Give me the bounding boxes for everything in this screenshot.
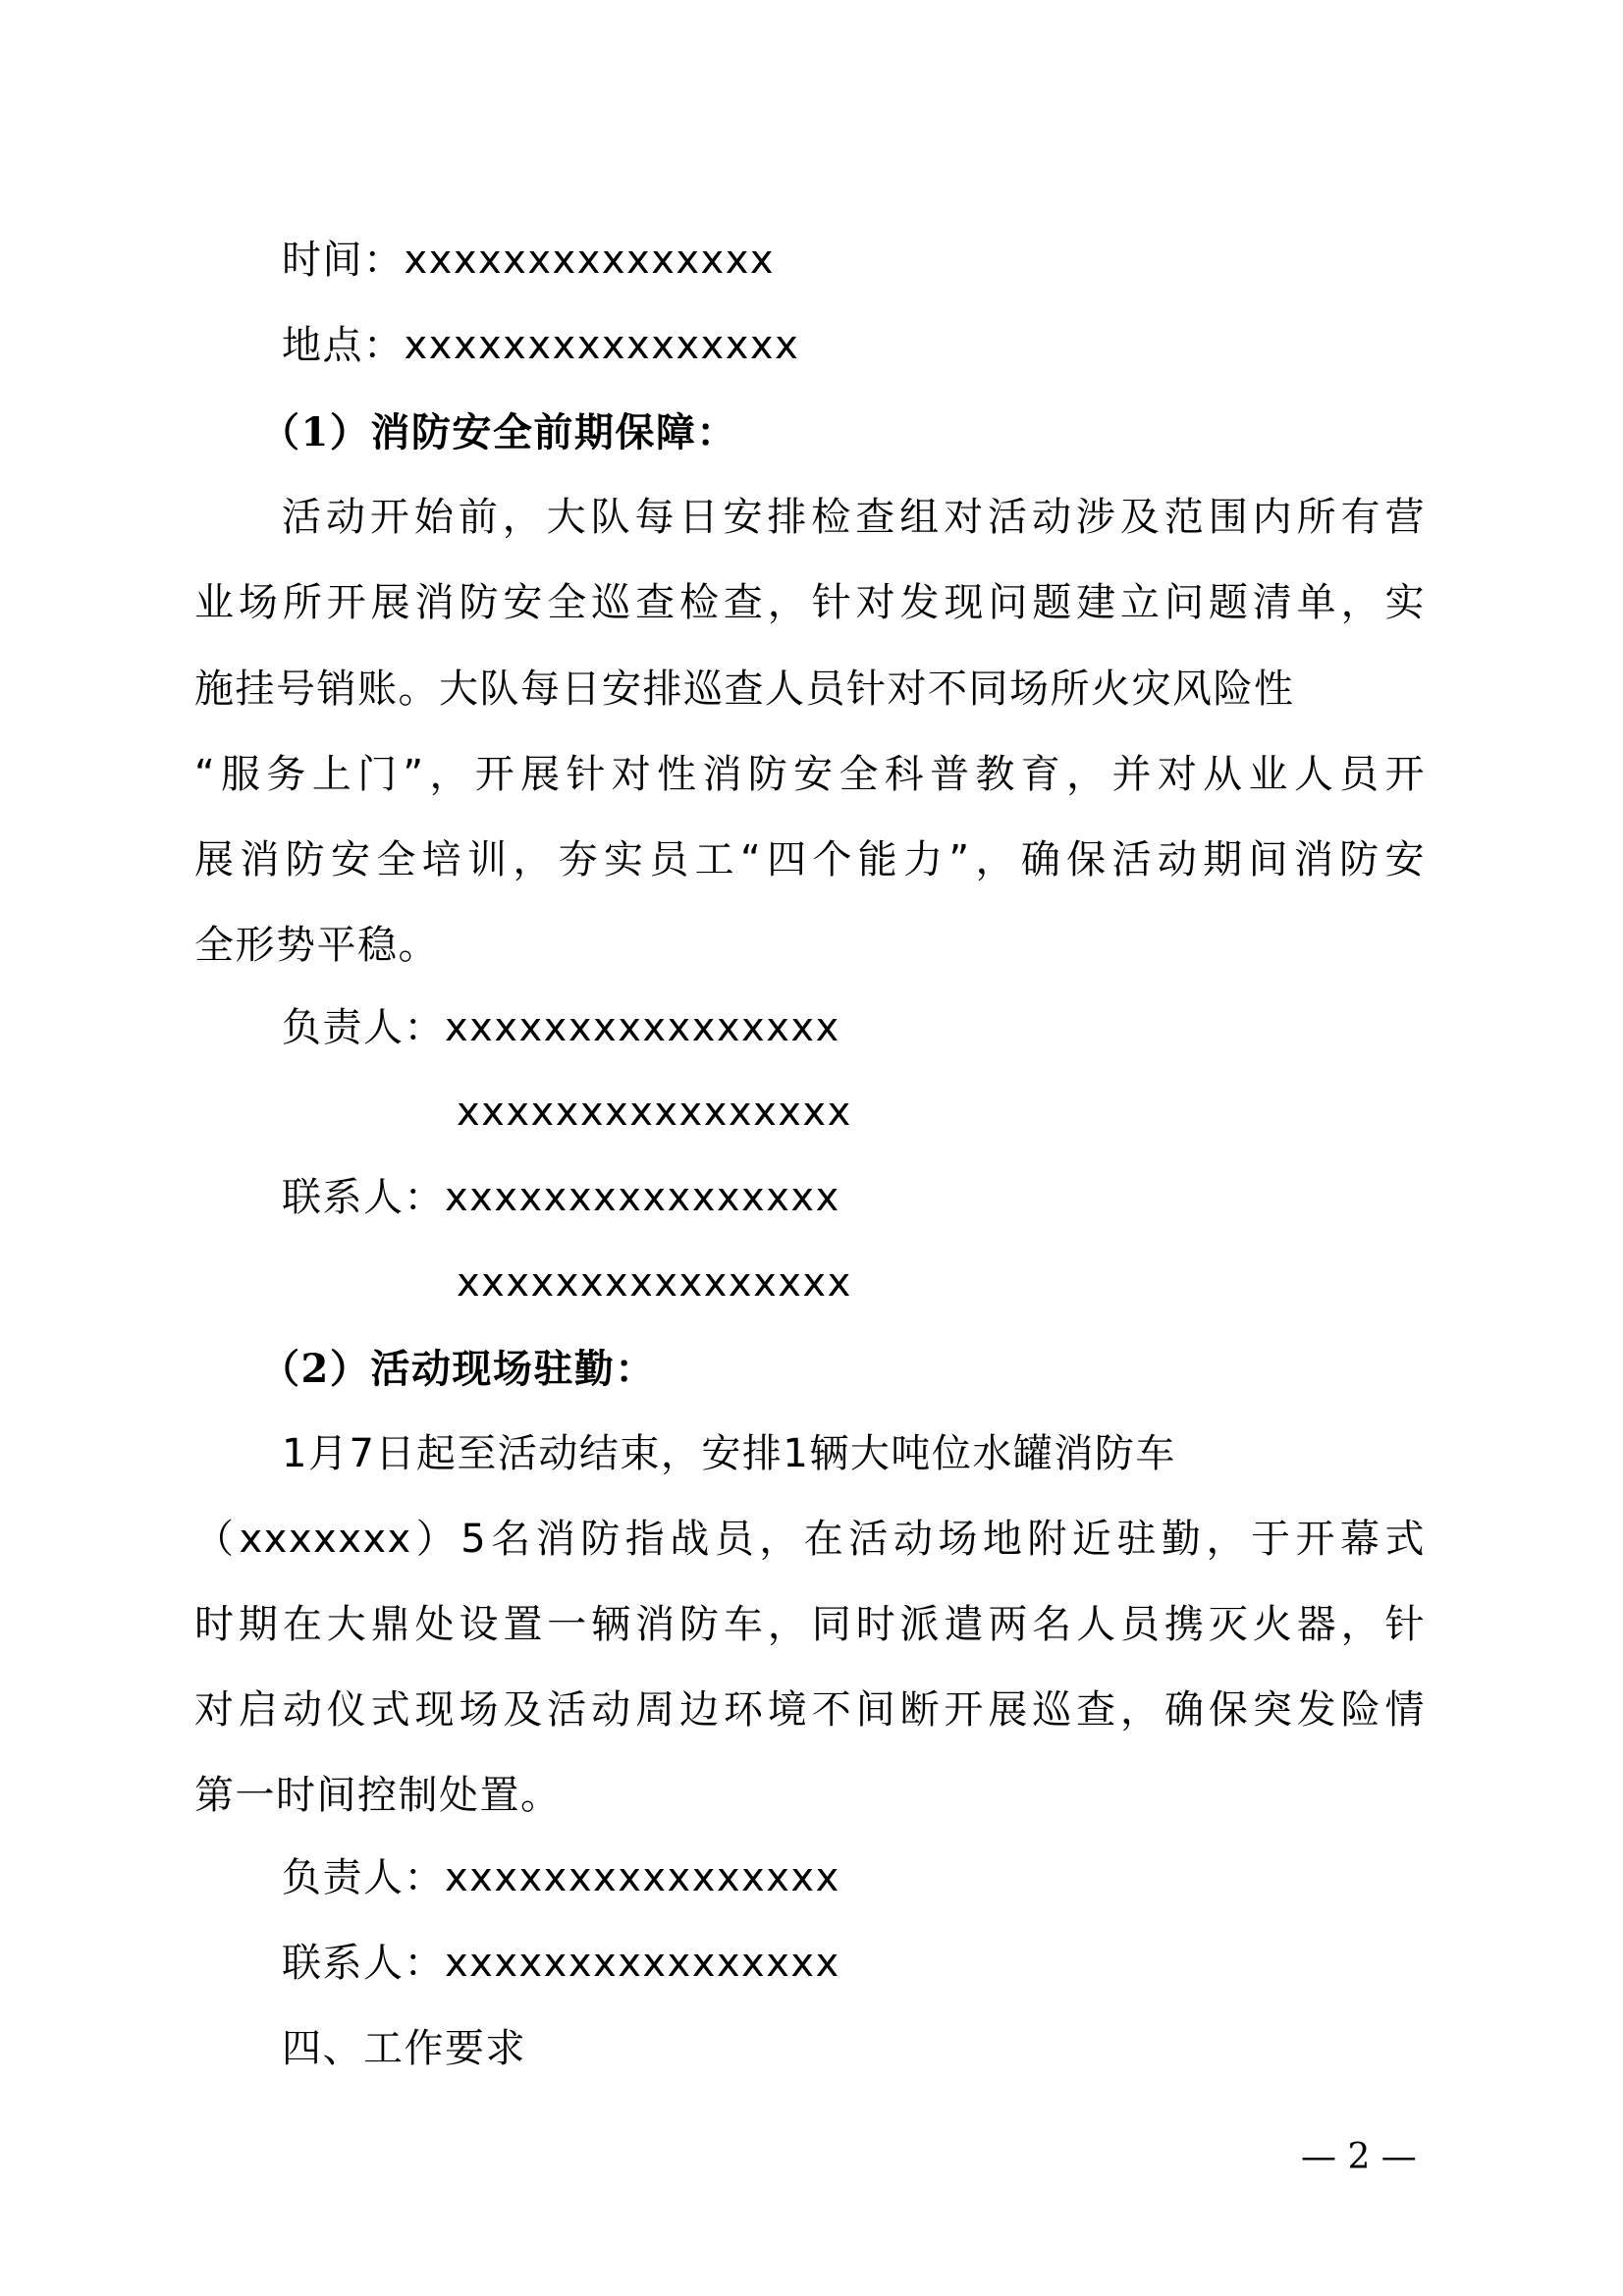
- location-line: 地点：xxxxxxxxxxxxxxxx: [282, 323, 800, 368]
- section-heading-2: （2）活动现场驻勤：: [260, 1346, 656, 1392]
- paragraph-line: 施挂号销账。大队每日安排巡查人员针对不同场所火灾风险性: [194, 667, 1295, 712]
- responsible-person-line: 负责人：xxxxxxxxxxxxxxxx: [282, 1855, 840, 1900]
- paragraph-line: 活动开始前，大队每日安排检查组对活动涉及范围内所有营: [282, 495, 1426, 540]
- paragraph-line: 时期在大鼎处设置一辆消防车，同时派遣两名人员携灭火器，针: [194, 1602, 1426, 1647]
- paragraph-line: 全形势平稳。: [194, 923, 439, 968]
- time-line: 时间：xxxxxxxxxxxxxxx: [282, 238, 776, 283]
- paragraph-line: 业场所开展消防安全巡查检查，针对发现问题建立问题清单，实: [194, 580, 1426, 625]
- contact-person-line: 联系人：xxxxxxxxxxxxxxxx: [282, 1941, 840, 1986]
- page-number: — 2 —: [1301, 2137, 1417, 2177]
- paragraph-line: 展消防安全培训，夯实员工“四个能力”，确保活动期间消防安: [194, 837, 1426, 882]
- paragraph-line: “服务上门”，开展针对性消防安全科普教育，并对从业人员开: [194, 752, 1426, 797]
- responsible-person-line: 负责人：xxxxxxxxxxxxxxxx: [282, 1005, 840, 1050]
- paragraph-line: （xxxxxxx）5名消防指战员，在活动场地附近驻勤，于开幕式: [194, 1517, 1426, 1562]
- section-heading-1: （1）消防安全前期保障：: [260, 409, 737, 455]
- section-heading-4: 四、工作要求: [282, 2026, 526, 2071]
- contact-person-line: 联系人：xxxxxxxxxxxxxxxx: [282, 1175, 840, 1220]
- responsible-person-continuation: xxxxxxxxxxxxxxxx: [457, 1090, 852, 1135]
- paragraph-line: 对启动仪式现场及活动周边环境不间断开展巡查，确保突发险情: [194, 1687, 1426, 1733]
- contact-person-continuation: xxxxxxxxxxxxxxxx: [457, 1260, 852, 1306]
- paragraph-line: 1月7日起至活动结束，安排1辆大吨位水罐消防车: [282, 1431, 1176, 1476]
- paragraph-line: 第一时间控制处置。: [194, 1773, 562, 1818]
